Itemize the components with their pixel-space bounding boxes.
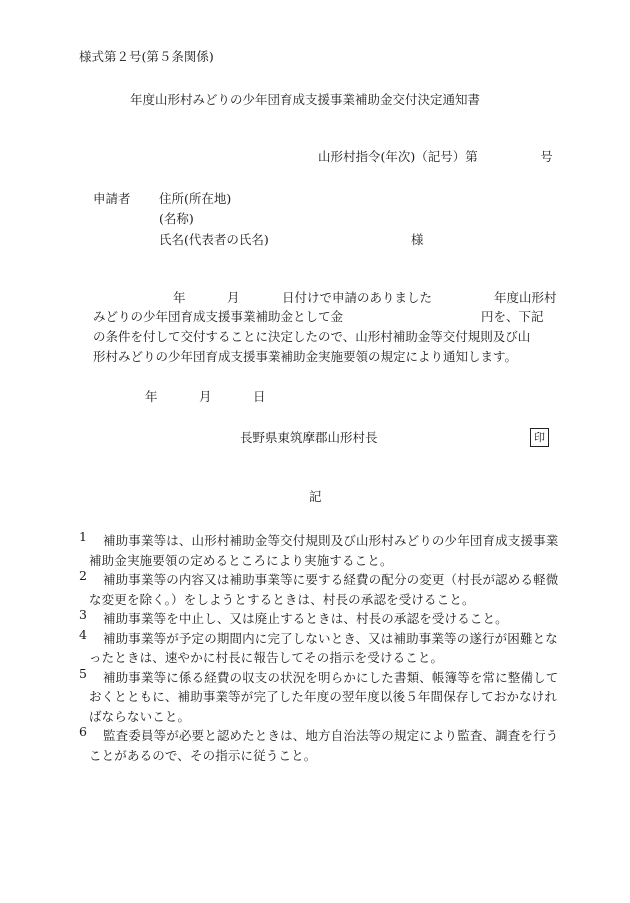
applicant-name-label: (名称)	[159, 211, 194, 226]
body-amount-text: 円を、下記	[481, 309, 544, 324]
date-month: 月	[199, 389, 212, 404]
condition-item	[79, 609, 569, 629]
issuer: 長野県東筑摩郡山形村長	[240, 430, 378, 445]
body-line-2	[0, 311, 630, 325]
condition-number: 6	[79, 724, 87, 739]
issue-date	[0, 391, 630, 405]
form-number: 様式第２号(第５条関係)	[79, 49, 214, 64]
honorific: 様	[411, 232, 424, 247]
condition-number: 4	[79, 626, 87, 642]
condition-text: 補助事業等の内容又は補助事業等に要する経費の配分の変更（村長が認める軽微な変更を除く。）をしようとするときは、村長の承認を受けること。	[89, 572, 559, 607]
condition-item	[79, 570, 569, 609]
body-line-3: の条件を付して交付することに決定したので、山形村補助金等交付規則及び山	[93, 329, 531, 344]
body-fiscal: 年度山形村	[494, 290, 557, 305]
body-grant-text: みどりの少年団育成支援事業補助金として金	[93, 309, 344, 324]
applicant-representative-label: 氏名(代表者の氏名)	[159, 232, 269, 247]
ki-heading: 記	[309, 489, 322, 504]
reference-number: 山形村指令(年次)（記号）第 号	[318, 149, 553, 164]
date-day: 日	[253, 389, 266, 404]
body-line-1	[0, 292, 630, 306]
condition-number: 1	[79, 529, 87, 544]
condition-text: 補助事業等は、山形村補助金等交付規則及び山形村みどりの少年団育成支援事業補助金実施要領の定めるところにより実施すること。	[89, 533, 559, 568]
condition-item	[79, 531, 569, 570]
applicant-address-label: 住所(所在地)	[159, 191, 232, 206]
condition-text: 補助事業等が予定の期間内に完了しないとき、又は補助事業等の遂行が困難となったときは、速やかに村長に報告してその指示を受けること。	[89, 630, 558, 665]
condition-number: 3	[79, 607, 87, 622]
conditions-list	[79, 531, 569, 765]
condition-text: 補助事業等を中止し、又は廃止するときは、村長の承認を受けること。	[103, 611, 508, 626]
body-line-4: 形村みどりの少年団育成支援事業補助金実施要領の規定により通知します。	[93, 349, 518, 364]
document-title: 年度山形村みどりの少年団育成支援事業補助金交付決定通知書	[130, 92, 481, 107]
condition-item	[79, 726, 569, 765]
condition-item	[79, 665, 569, 727]
condition-item	[79, 626, 569, 668]
seal-mark: 印	[530, 428, 549, 447]
applicant-label: 申請者	[93, 191, 131, 206]
body-year: 年	[173, 290, 186, 305]
condition-number: 5	[79, 665, 87, 681]
condition-text: 監査委員等が必要と認めたときは、地方自治法等の規定により監査、調査を行うことがあるので、その指示に従うこと。	[89, 728, 559, 763]
date-year: 年	[145, 389, 158, 404]
body-month: 月	[227, 290, 240, 305]
body-dated: 日付けで申請のありました	[282, 290, 433, 305]
condition-text: 補助事業等に係る経費の収支の状況を明らかにした書類、帳簿等を常に整備しておくとともに、補助事業等が完了した年度の翌年度以後５年間保存しておかなければならないこと。	[89, 669, 559, 724]
condition-number: 2	[79, 568, 87, 583]
